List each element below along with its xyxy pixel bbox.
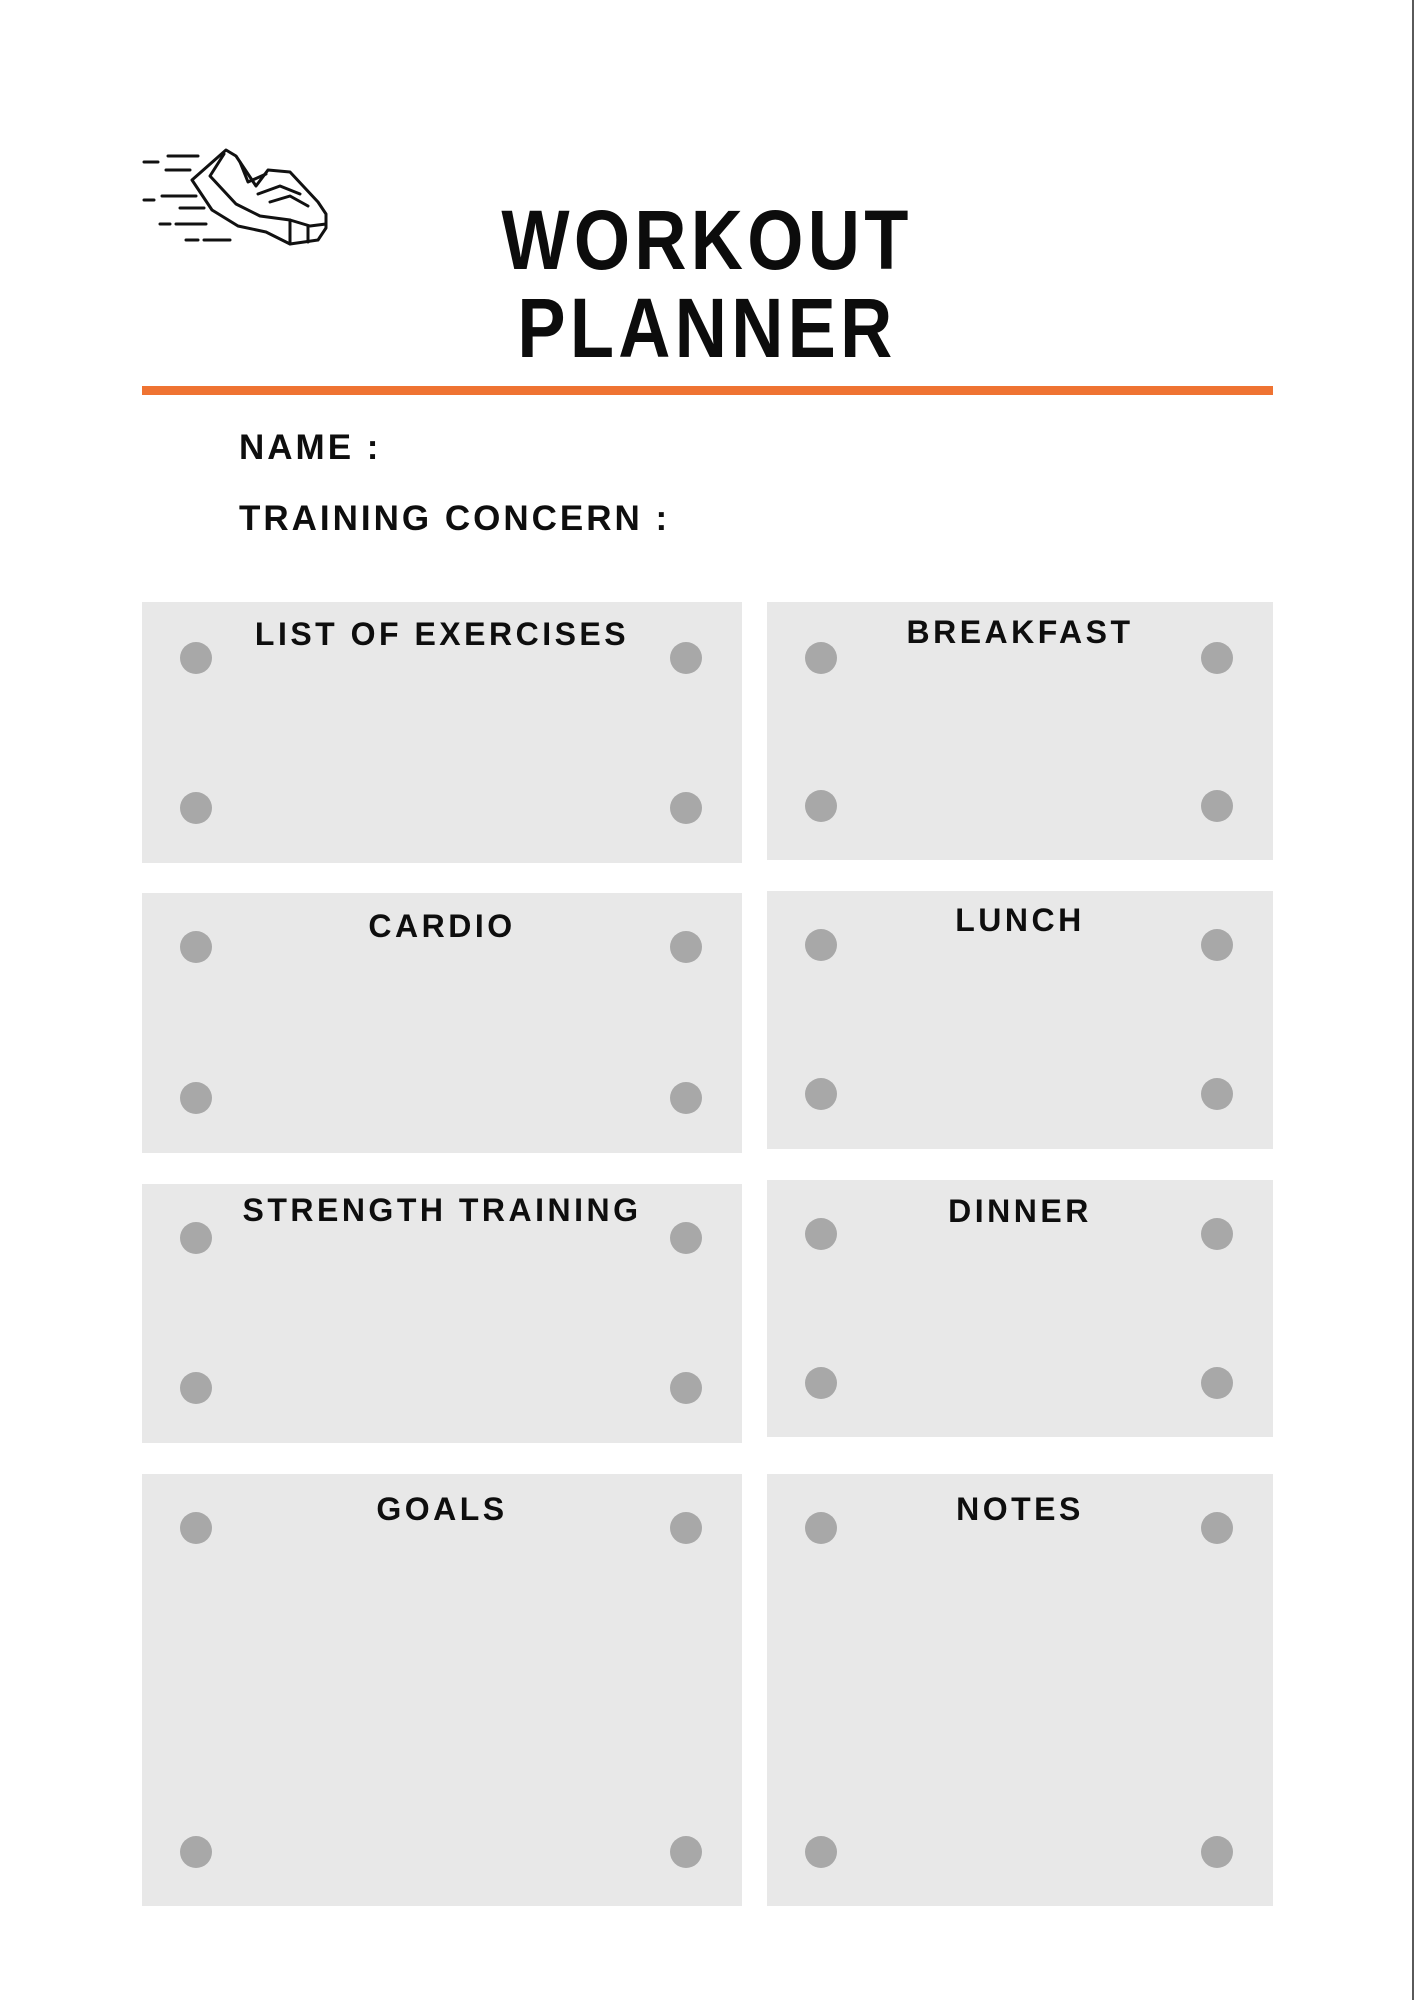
goals-title: GOALS	[376, 1491, 508, 1527]
page-title	[426, 193, 988, 375]
bullet-dot	[670, 931, 702, 963]
bullet-dot	[670, 1512, 702, 1544]
bullet-dot	[1201, 642, 1233, 674]
bullet-dot	[805, 1078, 837, 1110]
bullet-dot	[1201, 790, 1233, 822]
bullet-dot	[1201, 929, 1233, 961]
breakfast-box[interactable]	[767, 602, 1273, 860]
bullet-dot	[805, 1218, 837, 1250]
bullet-dot	[1201, 1078, 1233, 1110]
bullet-dot	[180, 792, 212, 824]
exercises-title: LIST OF EXERCISES	[254, 616, 630, 652]
bullet-dot	[180, 1372, 212, 1404]
bullet-dot	[1201, 1367, 1233, 1399]
lunch-box[interactable]	[767, 891, 1273, 1149]
bullet-dot	[180, 1512, 212, 1544]
bullet-dot	[180, 1836, 212, 1868]
bullet-dot	[805, 1512, 837, 1544]
bullet-dot	[1201, 1218, 1233, 1250]
bullet-dot	[805, 929, 837, 961]
bullet-dot	[805, 1367, 837, 1399]
bullet-dot	[180, 1222, 212, 1254]
notes-title: NOTES	[956, 1491, 1084, 1527]
bullet-dot	[670, 792, 702, 824]
lunch-title: LUNCH	[955, 902, 1085, 938]
dinner-title: DINNER	[948, 1193, 1092, 1229]
title-line-1: WORKOUT	[501, 193, 913, 287]
bullet-dot	[670, 642, 702, 674]
goals-box[interactable]	[142, 1474, 742, 1906]
bullet-dot	[805, 642, 837, 674]
strength-training-box[interactable]	[142, 1184, 742, 1443]
training-concern-label: TRAINING CONCERN :	[239, 499, 671, 538]
bullet-dot	[670, 1836, 702, 1868]
title-line-2: PLANNER	[517, 281, 897, 375]
bullet-dot	[670, 1372, 702, 1404]
notes-box[interactable]	[767, 1474, 1273, 1906]
dinner-box[interactable]	[767, 1180, 1273, 1437]
exercises-box[interactable]	[142, 602, 742, 863]
running-shoe-icon	[140, 146, 330, 250]
bullet-dot	[670, 1222, 702, 1254]
bullet-dot	[1201, 1512, 1233, 1544]
bullet-dot	[805, 790, 837, 822]
bullet-dot	[1201, 1836, 1233, 1868]
cardio-title: CARDIO	[368, 908, 516, 944]
bullet-dot	[180, 1082, 212, 1114]
page-edge	[1412, 0, 1414, 2000]
bullet-dot	[180, 931, 212, 963]
strength-training-title: STRENGTH TRAINING	[242, 1192, 642, 1228]
bullet-dot	[180, 642, 212, 674]
name-label: NAME :	[239, 428, 382, 467]
cardio-box[interactable]	[142, 893, 742, 1153]
bullet-dot	[670, 1082, 702, 1114]
bullet-dot	[805, 1836, 837, 1868]
title-divider	[142, 386, 1273, 395]
breakfast-title: BREAKFAST	[906, 614, 1134, 650]
